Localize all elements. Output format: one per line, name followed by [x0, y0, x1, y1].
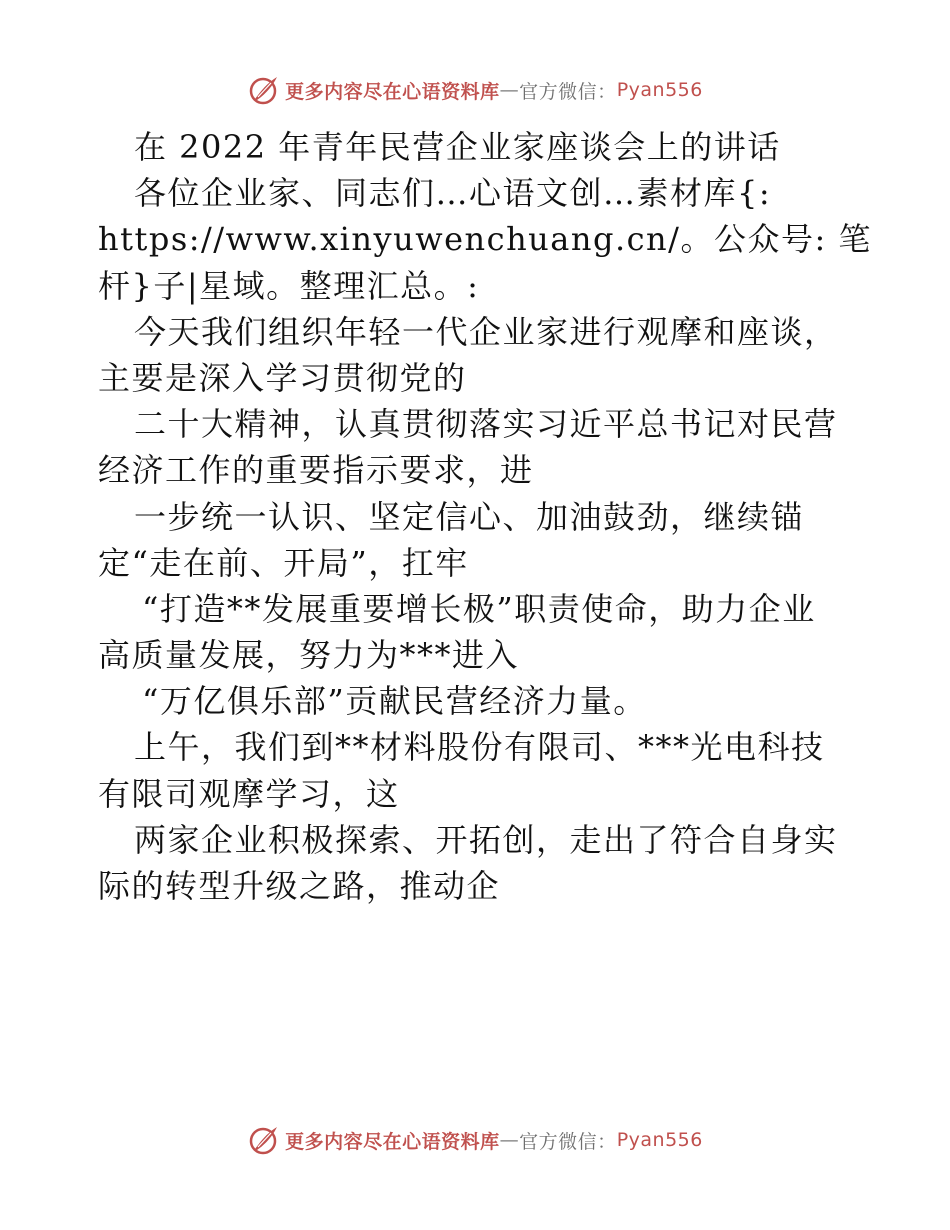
text-line: 经济工作的重要指示要求，进: [98, 451, 534, 490]
text-line: https://www.xinyuwenchuang.cn/。公众号: 笔: [98, 220, 872, 259]
text-line: 二十大精神，认真贯彻落实习近平总书记对民营: [134, 405, 838, 444]
text-line: 际的转型升级之路，推动企: [98, 867, 501, 905]
text-line: 杆}子|星域。整理汇总。:: [98, 266, 480, 305]
banner-wechat-label: 官方微信：: [519, 1130, 617, 1153]
text-line: 各位企业家、同志们…心语文创…素材库{:: [134, 174, 772, 213]
text-line: 主要是深入学习贯彻党的: [98, 358, 467, 397]
banner-wechat-id: Pyan556: [616, 79, 703, 101]
text-line: 上午，我们到**材料股份有限司、***光电科技: [134, 728, 825, 767]
text-line: 今天我们组织年轻一代企业家进行观摩和座谈，: [134, 312, 838, 351]
banner-dash: —: [499, 79, 520, 101]
text-line: 一步统一认识、坚定信心、加油鼓劲，继续锚: [134, 497, 805, 536]
quill-logo-icon: [247, 1123, 281, 1157]
text-line: “打造**发展重要增长极”职责使命，助力企业: [142, 589, 816, 628]
footer-watermark-banner: [0, 1120, 950, 1160]
banner-dash: —: [499, 1129, 520, 1151]
document-title: 在 2022 年青年民营企业家座谈会上的讲话: [134, 128, 781, 166]
text-line: 定“走在前、开局”，扛牢: [98, 543, 469, 582]
header-watermark-banner: [0, 70, 950, 110]
document-body: [98, 124, 872, 909]
banner-title: 更多内容尽在心语资料库: [285, 80, 500, 103]
text-line: 两家企业积极探索、开拓创，走出了符合自身实: [134, 820, 838, 859]
quill-logo-icon: [247, 73, 281, 107]
banner-wechat-label: 官方微信：: [519, 80, 617, 103]
text-line: 高质量发展，努力为***进入: [98, 636, 520, 675]
text-line: “万亿俱乐部”贡献民营经济力量。: [142, 682, 647, 721]
banner-wechat-id: Pyan556: [616, 1129, 703, 1151]
text-line: 有限司观摩学习，这: [98, 774, 400, 813]
banner-title: 更多内容尽在心语资料库: [285, 1130, 500, 1153]
